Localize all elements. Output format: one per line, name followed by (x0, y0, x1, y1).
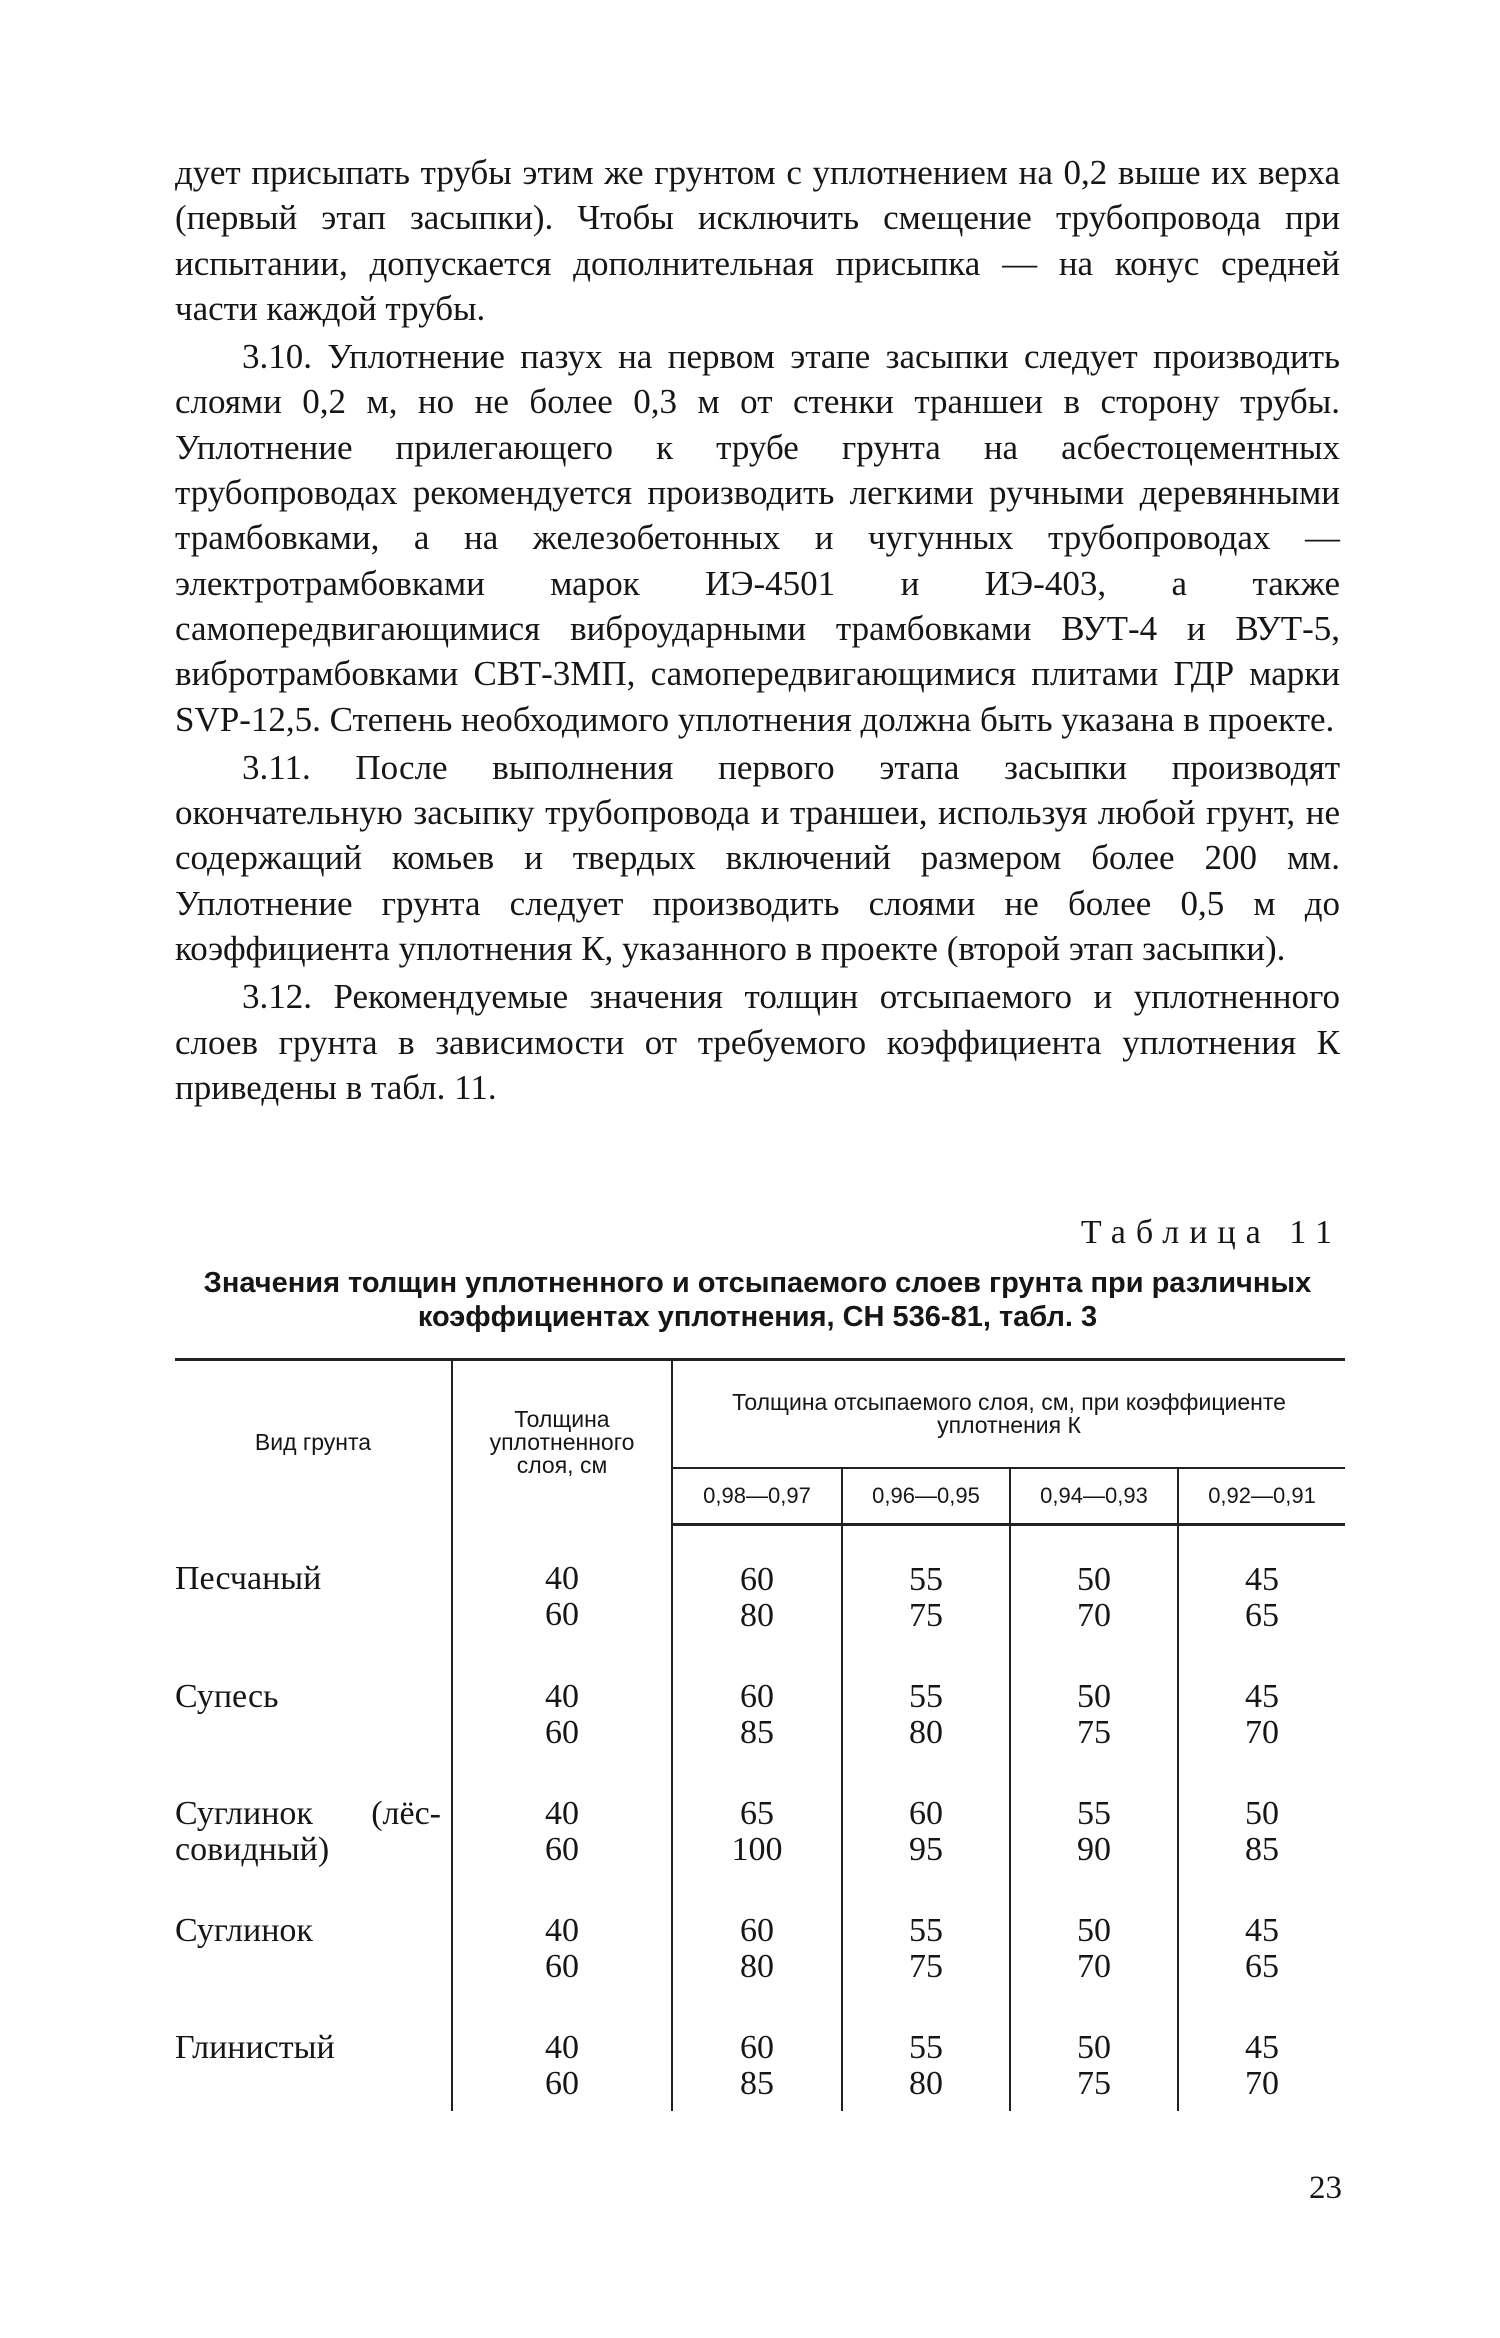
row-value: 60 85 (740, 2029, 774, 2102)
header-coefficient: 0,94—0,93 (1010, 1468, 1178, 1525)
row-value: 55 75 (842, 1525, 1010, 1644)
row-value: 50 85 (1178, 1760, 1345, 1877)
row-value: 45 65 (1178, 1525, 1345, 1644)
row-soil-kind: Суглинок (лёс- совидный) (175, 1795, 441, 1868)
page-number: 23 (1309, 2170, 1342, 2206)
row-soil-kind: Супесь (175, 1678, 279, 1715)
paragraph-3-12: 3.12. Рекомендуемые значения толщин отсыпаемого и уплотненного слоев грунта в зависимости от требуемого коэффициента уплотнения К приведены в табл. 11. (175, 977, 1340, 1107)
row-value: 50 75 (1010, 1994, 1178, 2111)
table-row (175, 1994, 1345, 2111)
table-header-row (175, 1360, 1345, 1469)
header-coefficient: 0,98—0,97 (672, 1468, 842, 1525)
row-compacted-thickness: 40 60 (452, 1760, 672, 1877)
row-compacted-thickness: 40 60 (452, 1994, 672, 2111)
row-soil-kind: Суглинок (175, 1912, 313, 1949)
row-value: 50 75 (1010, 1643, 1178, 1760)
row-value: 60 95 (842, 1760, 1010, 1877)
table-title: Значения толщин уплотненного и отсыпаемого слоев грунта при различных коэффициентах уплотнения, СН 536-81, табл. 3 (203, 1267, 1312, 1333)
row-value: 55 80 (842, 1994, 1010, 2111)
row-value: 60 85 (740, 1678, 774, 1751)
row-value: 60 80 (740, 1561, 774, 1634)
row-value: 60 80 (740, 1912, 774, 1985)
row-compacted-thickness: 40 60 (452, 1525, 672, 1644)
table-row (175, 1760, 1345, 1877)
row-soil-kind: Глинистый (175, 2029, 335, 2066)
paragraph-3-10: 3.10. Уплотнение пазух на первом этапе засыпки следует производить слоями 0,2 м, но не более 0,3 м от стенки траншеи в сторону трубы. Уплотнение прилегающего к трубе грунта на асбестоцементных трубопроводах рекомендуется производить легкими ручными деревянными трамбовками, а на железобетонных и чугунных трубопроводах — электротрамбовками марок ИЭ-4501 и ИЭ-403, а также самопередвигающимися виброударными трамбовками ВУТ-4 и ВУТ-5, вибротрамбовками СВТ-3МП, самопередвигающимися плитами ГДР марки SVP-12,5. Степень необходимого уплотнения должна быть указана в проекте. (175, 337, 1340, 739)
table-label: Таблица 11 (1080, 1214, 1342, 1251)
row-soil-kind: Песчаный (175, 1559, 322, 1597)
row-compacted-thickness: 40 60 (452, 1877, 672, 1994)
row-value: 55 80 (842, 1643, 1010, 1760)
row-value: 45 70 (1178, 1643, 1345, 1760)
row-compacted-thickness: 40 60 (452, 1643, 672, 1760)
row-value: 55 90 (1010, 1760, 1178, 1877)
paragraph-3-11: 3.11. После выполнения первого этапа засыпки производят окончательную засыпку трубопровода и траншеи, используя любой грунт, не содержащий комьев и твердых включений размером более 200 мм. Уплотнение грунта следует производить слоями не более 0,5 м до коэффициента уплотнения К, указанного в проекте (второй этап засыпки). (175, 747, 1340, 969)
row-value: 50 70 (1010, 1525, 1178, 1644)
row-value: 45 70 (1178, 1994, 1345, 2111)
paragraph-continuation: дует присыпать трубы этим же грунтом с уплотнением на 0,2 выше их верха (первый этап засыпки). Чтобы исключить смещение трубопровода при испытании, допускается дополнительная присыпка — на конус средней части каждой трубы. (175, 153, 1340, 328)
header-soil-kind: Вид грунта (175, 1360, 452, 1525)
header-fill-thickness-group: Толщина отсыпаемого слоя, см, при коэффициенте уплотнения К (672, 1360, 1345, 1469)
table-row (175, 1525, 1345, 1644)
header-compacted-thickness: Толщина уплотненного слоя, см (452, 1360, 672, 1525)
row-value: 45 65 (1178, 1877, 1345, 1994)
soil-layer-table (175, 1358, 1345, 2111)
body-text (175, 150, 1340, 1110)
row-value: 55 75 (842, 1877, 1010, 1994)
table-row (175, 1877, 1345, 1994)
row-value: 50 70 (1010, 1877, 1178, 1994)
header-coefficient: 0,96—0,95 (842, 1468, 1010, 1525)
row-value: 65 100 (731, 1795, 783, 1868)
table-row (175, 1643, 1345, 1760)
header-coefficient: 0,92—0,91 (1178, 1468, 1345, 1525)
